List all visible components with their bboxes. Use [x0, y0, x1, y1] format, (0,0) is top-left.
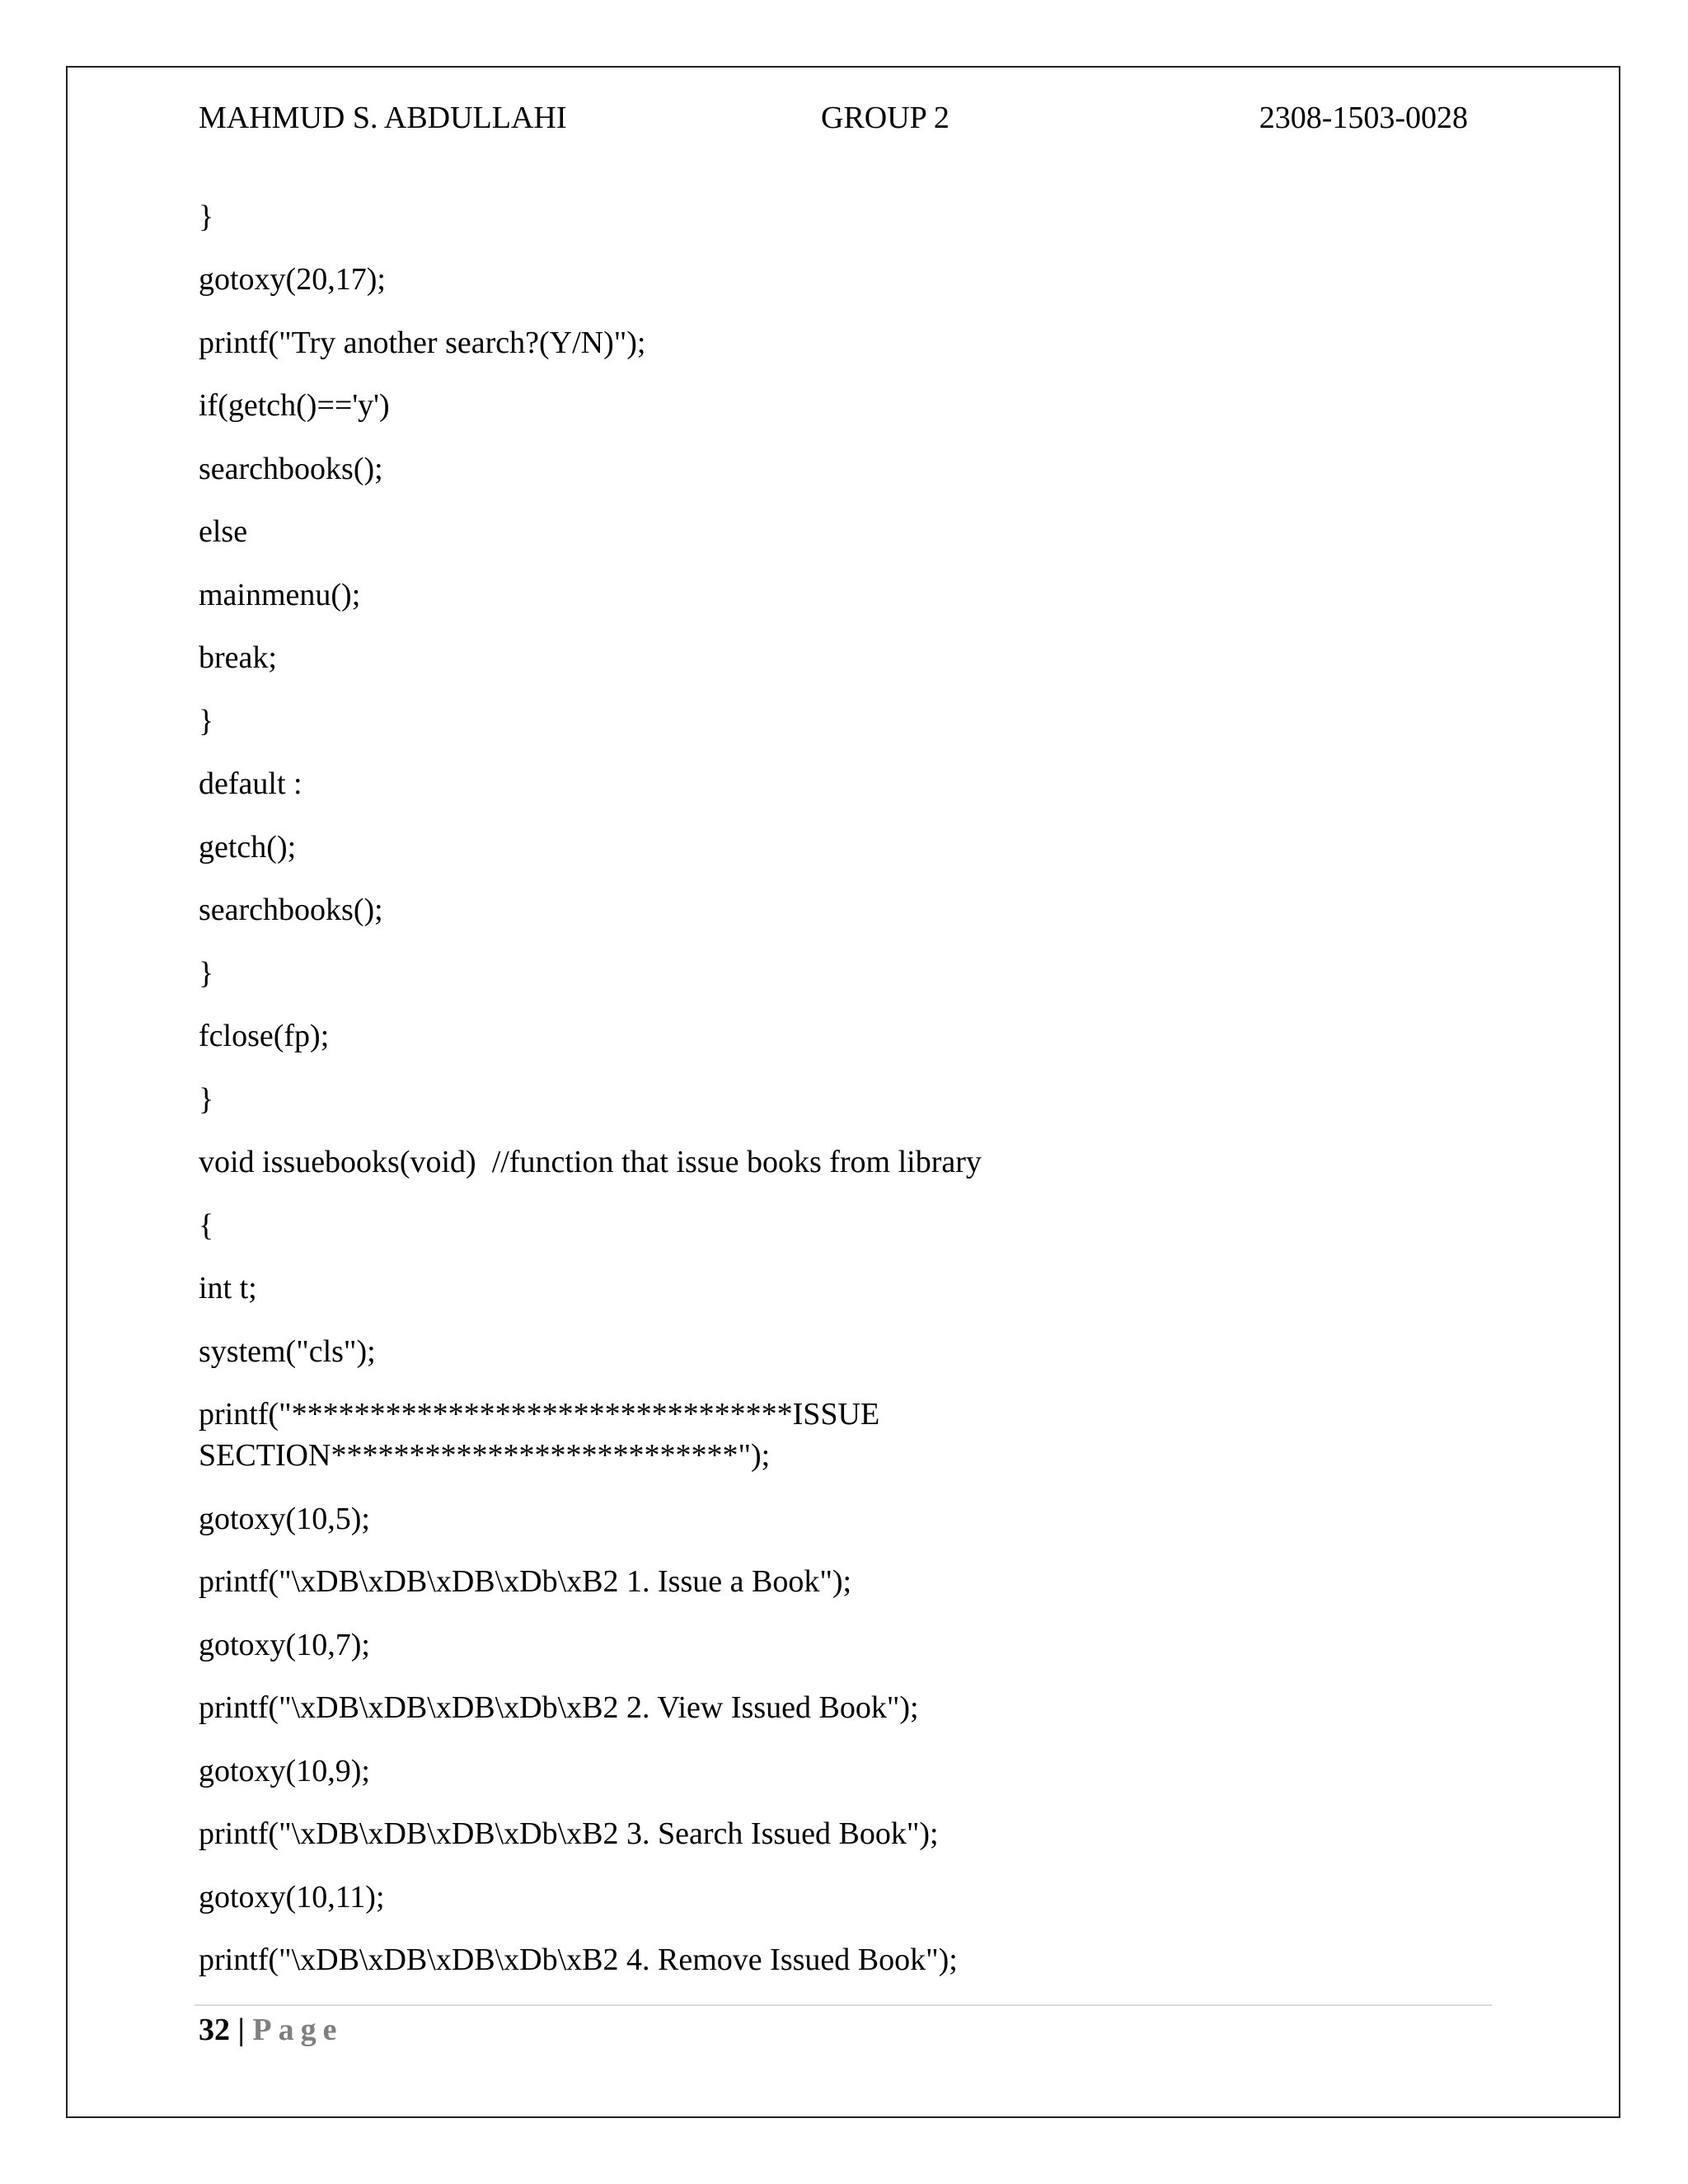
code-line: getch();: [199, 830, 297, 865]
code-line: printf("\xDB\xDB\xDB\xDb\xB2 3. Search Issued Book");: [199, 1816, 939, 1851]
code-line: system("cls");: [199, 1334, 376, 1369]
page-header: [199, 97, 1468, 138]
code-line: printf("\xDB\xDB\xDB\xDb\xB2 2. View Issued Book");: [199, 1690, 919, 1725]
code-line: printf("Try another search?(Y/N)");: [199, 326, 646, 360]
code-line: printf("\xDB\xDB\xDB\xDb\xB2 1. Issue a Book");: [199, 1564, 852, 1599]
page-footer: [199, 2009, 343, 2050]
code-line: gotoxy(10,7);: [199, 1628, 370, 1662]
page-number: 32: [199, 2013, 230, 2047]
page-border: [66, 66, 1620, 2118]
code-line: else: [199, 514, 248, 549]
footer-separator: |: [237, 2013, 245, 2047]
header-group: GROUP 2: [821, 101, 950, 135]
code-line: {: [199, 1208, 214, 1243]
code-line: }: [199, 199, 214, 234]
code-line: break;: [199, 640, 277, 675]
code-line: printf("********************************ISSUE: [199, 1397, 880, 1432]
code-line: gotoxy(10,5);: [199, 1502, 370, 1536]
code-line: SECTION**************************");: [199, 1438, 771, 1473]
code-line: gotoxy(10,9);: [199, 1754, 370, 1788]
code-line: gotoxy(10,11);: [199, 1880, 385, 1915]
header-author-name: MAHMUD S. ABDULLAHI: [199, 101, 567, 135]
page-label: Page: [252, 2013, 344, 2047]
header-reg-number: 2308-1503-0028: [1259, 101, 1468, 135]
code-line: }: [199, 1082, 214, 1117]
code-line: int t;: [199, 1271, 257, 1305]
code-line: if(getch()=='y'): [199, 388, 390, 423]
footer-divider: [195, 2004, 1492, 2006]
code-line: mainmenu();: [199, 578, 361, 612]
code-line: searchbooks();: [199, 893, 383, 927]
code-line: searchbooks();: [199, 452, 383, 486]
code-line: }: [199, 956, 214, 991]
code-line: gotoxy(20,17);: [199, 262, 386, 297]
code-line: }: [199, 704, 214, 738]
code-line: fclose(fp);: [199, 1019, 330, 1053]
code-line: default :: [199, 766, 302, 801]
code-line: printf("\xDB\xDB\xDB\xDb\xB2 4. Remove Issued Book");: [199, 1943, 958, 1977]
code-line: void issuebooks(void) //function that issue books from library: [199, 1145, 982, 1179]
